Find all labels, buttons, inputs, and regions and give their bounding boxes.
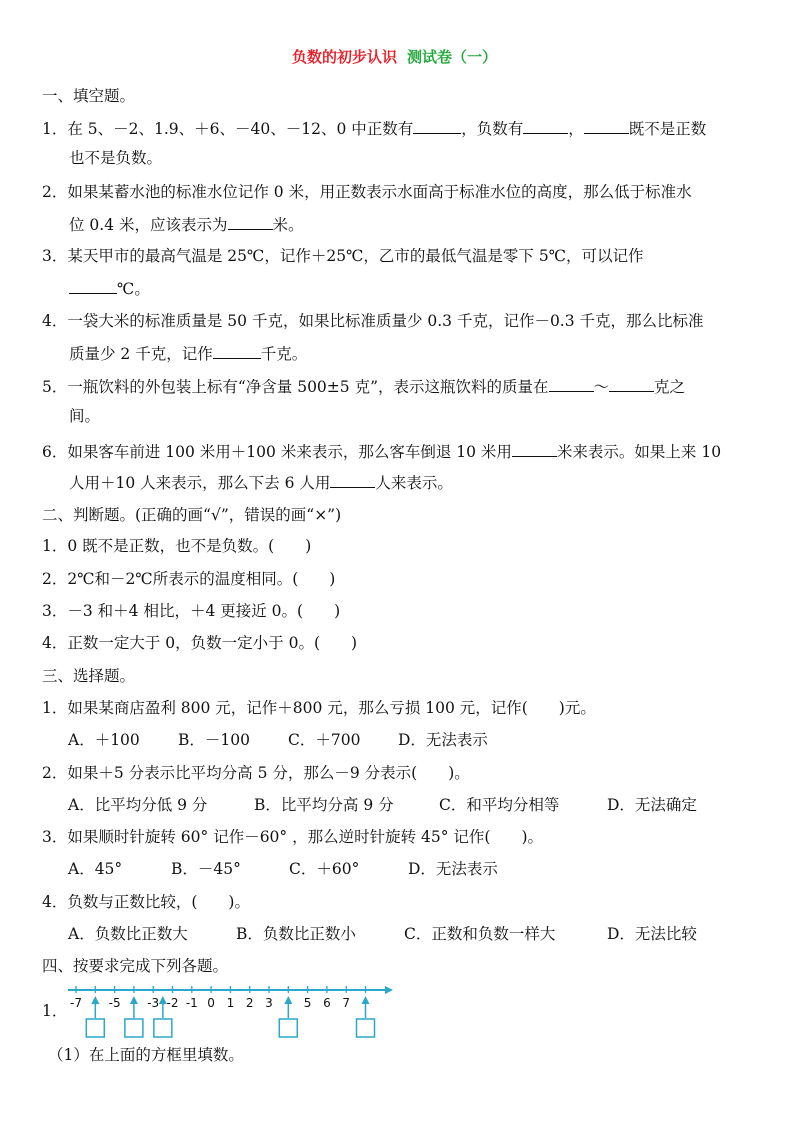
q5-text-a: 5．一瓶饮料的外包装上标有“净含量 500±5 克”，表示这瓶饮料的质量在 [42,378,549,396]
answer-blank[interactable] [584,117,629,134]
q5-text-c: 克之 [654,378,686,396]
option-a[interactable]: A．负数比正数大 [68,925,188,943]
fill-question-2a: 2．如果某蓄水池的标准水位记作 0 米，用正数表示水面高于标准水位的高度，那么低于标准水 [42,183,692,201]
worksheet-title [0,46,789,67]
title-main: 负数的初步认识 [291,48,397,66]
tick-label: -3 [147,996,160,1010]
choice-question-4: 4．负数与正数比较，( )。 [42,893,250,911]
judge-question-1: 1．0 既不是正数，也不是负数。( ) [42,537,312,555]
tick-label: -5 [108,996,121,1010]
q1-text-b: ，负数有 [461,120,524,138]
option-c[interactable]: C．＋700 [288,731,361,749]
fill-question-6a [42,440,721,462]
tick-label: 5 [303,996,312,1010]
q3-text-b: ℃。 [117,280,150,298]
tick-label: 1 [226,996,235,1010]
q2-text-b: 位 0.4 米，应该表示为 [69,216,228,234]
option-b[interactable]: B．负数比正数小 [236,925,356,943]
q4-text-c: 千克。 [260,345,308,363]
answer-blank[interactable] [512,440,557,457]
number-line [0,980,789,1040]
pointer-arrowhead [91,996,99,1004]
q4-1-sub1: （1）在上面的方框里填数。 [48,1046,244,1064]
pointer-arrowhead [130,996,138,1004]
option-a[interactable]: A．＋100 [68,731,140,749]
fill-question-5a [42,375,685,397]
judge-question-4: 4．正数一定大于 0，负数一定小于 0。( ) [42,634,358,652]
option-d[interactable]: D．无法表示 [398,731,488,749]
q1-text-a: 1．在 5、－2、1.9、＋6、－40、－12、0 中正数有 [42,120,414,138]
tick-label: -2 [166,996,179,1010]
option-c[interactable]: C．正数和负数一样大 [404,925,556,943]
section-3-heading: 三、选择题。 [42,667,136,685]
option-d[interactable]: D．无法确定 [607,796,697,814]
option-c[interactable]: C．＋60° [289,860,360,878]
q6-text-a: 6．如果客车前进 100 米用＋100 米来表示，那么客车倒退 10 米用 [42,443,512,461]
answer-blank[interactable] [413,117,461,134]
fill-question-6b [69,471,453,493]
answer-blank[interactable] [609,375,654,392]
tick-label: 7 [342,996,351,1010]
choice-question-3: 3．如果顺时针旋转 60° 记作－60° ，那么逆时针旋转 45° 记作( )。 [42,828,544,846]
option-a[interactable]: A．比平均分低 9 分 [68,796,208,814]
fill-question-3a: 3．某天甲市的最高气温是 25℃，记作＋25℃，乙市的最低气温是零下 5℃，可以记作 [42,247,644,265]
option-c[interactable]: C．和平均分相等 [439,796,560,814]
tick-label: 3 [265,996,273,1010]
answer-blank[interactable] [69,277,117,294]
tick-label: -7 [70,996,82,1010]
q6-text-b: 米来表示。如果上来 10 [556,443,722,461]
q5-text-b: ～ [593,378,610,396]
q4-1-label: 1． [42,1002,68,1020]
fill-question-2b [69,213,304,235]
option-b[interactable]: B．－45° [171,860,241,878]
option-b[interactable]: B．比平均分高 9 分 [254,796,394,814]
option-d[interactable]: D．无法表示 [408,860,498,878]
choice-question-2: 2．如果＋5 分表示比平均分高 5 分，那么－9 分表示( )。 [42,764,470,782]
answer-box[interactable] [357,1019,375,1037]
q1-text-d: 既不是正数 [628,120,707,138]
choice-question-1: 1．如果某商店盈利 800 元，记作＋800 元，那么亏损 100 元，记作( )元。 [42,699,596,717]
option-d[interactable]: D．无法比较 [607,925,697,943]
q6-text-c: 人用＋10 人来表示，那么下去 6 人用 [69,474,331,492]
tick-label: -1 [185,996,198,1010]
q2-text-c: 米。 [272,216,304,234]
answer-blank[interactable] [549,375,594,392]
q6-text-d: 人来表示。 [375,474,453,492]
section-1-heading: 一、填空题。 [42,87,136,105]
fill-question-4b [69,342,307,364]
q1-text-e: 也不是负数。 [69,149,163,167]
pointer-arrowhead [284,996,292,1004]
answer-blank[interactable] [228,213,273,230]
pointer-arrowhead [362,996,370,1004]
answer-box[interactable] [125,1019,143,1037]
answer-box[interactable] [279,1019,297,1037]
q4-text-b: 质量少 2 千克，记作 [69,345,213,363]
title-sub: 测试卷（一） [407,48,498,66]
fill-question-1 [42,117,706,139]
judge-question-2: 2．2℃和－2℃所表示的温度相同。( ) [42,570,336,588]
section-2-heading: 二、判断题。(正确的画“√”，错误的画“×”) [42,506,342,524]
tick-label: 6 [323,996,331,1010]
fill-question-4a: 4．一袋大米的标准质量是 50 千克，如果比标准质量少 0.3 千克，记作－0.3 千克，那么比标准 [42,312,704,330]
answer-blank[interactable] [213,342,261,359]
section-4-heading: 四、按要求完成下列各题。 [42,957,229,975]
number-line-arrow [385,986,393,994]
option-a[interactable]: A．45° [68,860,123,878]
fill-question-3b [69,277,150,299]
answer-blank[interactable] [523,117,568,134]
judge-question-3: 3．－3 和＋4 相比，＋4 更接近 0。( ) [42,602,341,620]
answer-blank[interactable] [330,471,375,488]
answer-box[interactable] [154,1019,172,1037]
q1-text-c: ， [568,120,584,138]
option-b[interactable]: B．－100 [178,731,250,749]
q5-text-d: 间。 [69,407,101,425]
answer-box[interactable] [86,1019,104,1037]
tick-label: 2 [245,996,254,1010]
tick-label: 0 [207,996,215,1010]
